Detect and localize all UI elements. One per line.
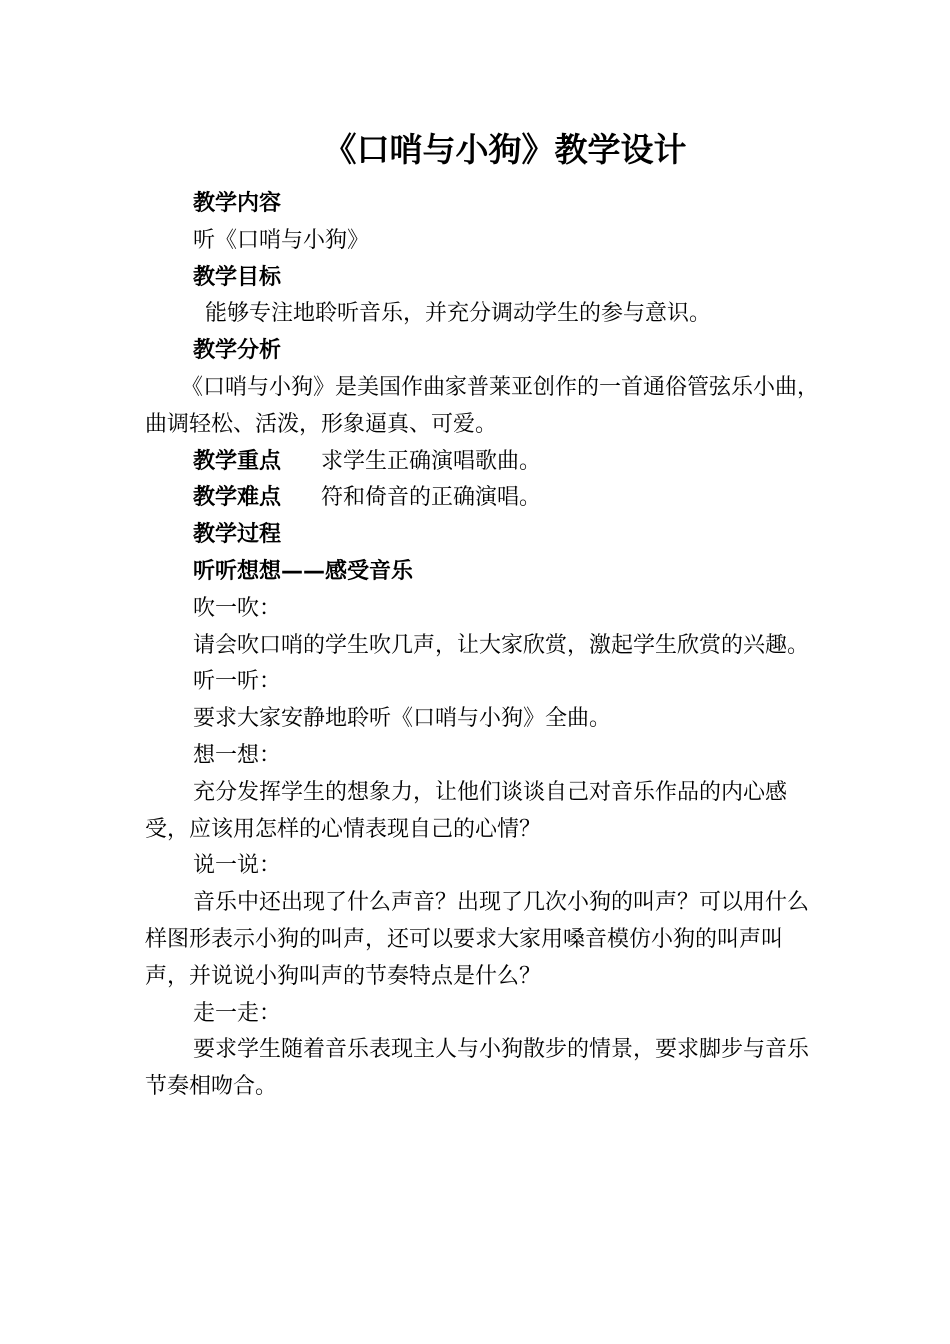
difficulty-heading: 教学难点 xyxy=(193,485,282,511)
content-text: 听《口哨与小狗》 xyxy=(193,227,370,253)
difficulty-text: 符和倚音的正确演唱。 xyxy=(321,485,542,511)
listen-label: 听一听： xyxy=(193,669,282,695)
listen-text: 要求大家安静地聆听《口哨与小狗》全曲。 xyxy=(193,706,612,732)
walk-label: 走一走： xyxy=(193,1000,282,1026)
objective-text: 能够专注地聆听音乐，并充分调动学生的参与意识。 xyxy=(205,301,712,327)
objective-heading: 教学目标 xyxy=(193,264,282,290)
process-sub-heading: 听听想想——感受音乐 xyxy=(193,558,414,584)
say-label: 说一说： xyxy=(193,853,282,879)
difficulty-line xyxy=(145,480,825,517)
document-body xyxy=(145,186,825,1106)
think-text: 充分发挥学生的想象力，让他们谈谈自己对音乐作品的内心感受，应该用怎样的心情表现自己的心情？ xyxy=(145,779,788,842)
walk-text: 要求学生随着音乐表现主人与小狗散步的情景，要求脚步与音乐节奏相吻合。 xyxy=(145,1037,810,1100)
think-label: 想一想： xyxy=(193,742,282,768)
blow-text: 请会吹口哨的学生吹几声，让大家欣赏，激起学生欣赏的兴趣。 xyxy=(193,632,810,658)
say-text: 音乐中还出现了什么声音？出现了几次小狗的叫声？可以用什么样图形表示小狗的叫声，还可以要求大家用嗓音模仿小狗的叫声叫声，并说说小狗叫声的节奏特点是什么？ xyxy=(145,890,810,989)
key-point-line xyxy=(145,444,825,481)
blow-label: 吹一吹： xyxy=(193,595,282,621)
content-heading: 教学内容 xyxy=(193,191,282,216)
process-heading: 教学过程 xyxy=(193,522,282,548)
key-heading: 教学重点 xyxy=(193,448,282,474)
key-text: 求学生正确演唱歌曲。 xyxy=(321,448,542,474)
analysis-text: 《口哨与小狗》是美国作曲家普莱亚创作的一首通俗管弦乐小曲，曲调轻松、活泼，形象逼真、可爱。 xyxy=(145,374,820,437)
document-title: 《口哨与小狗》教学设计 xyxy=(323,130,687,169)
analysis-heading: 教学分析 xyxy=(193,338,282,364)
